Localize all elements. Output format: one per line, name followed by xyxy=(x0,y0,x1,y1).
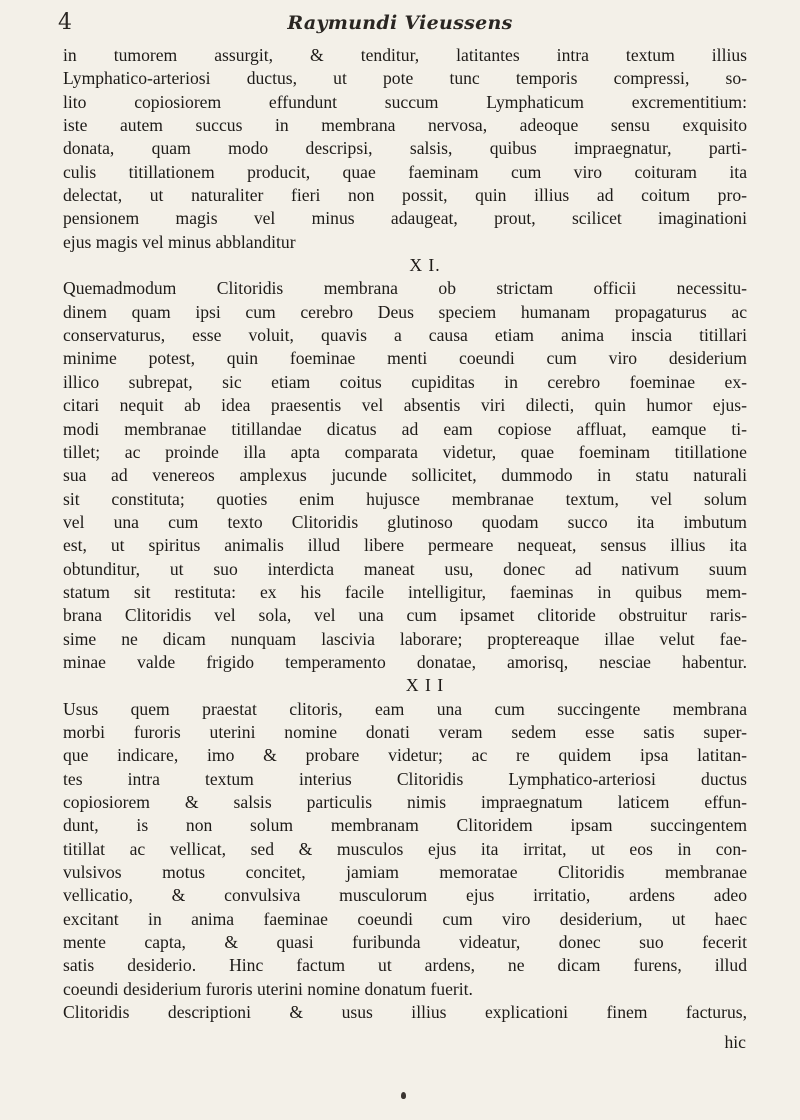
text-line: Lymphatico-arteriosi ductus, ut pote tunc temporis compressi, so- xyxy=(63,68,747,89)
text-line: obtunditur, ut suo interdicta maneat usu, donec ad nativum suum xyxy=(63,558,747,579)
text-line: citari nequit ab idea praesentis vel absentis viri dilecti, quin humor ejus- xyxy=(63,395,747,416)
text-line: copiosiorem & salsis particulis nimis impraegnatum laticem effun- xyxy=(63,792,747,812)
running-head: Raymundi Vieussens xyxy=(287,12,513,34)
text-line: titillat ac vellicat, sed & musculos ejus ita irritat, ut eos in con- xyxy=(63,838,747,859)
text-line: minae valde frigido temperamento donatae, amorisq, nesciae habentur. xyxy=(63,651,747,672)
text-line: dunt, is non solum membranam Clitoridem ipsam succingentem xyxy=(63,815,747,836)
text-line: que indicare, imo & probare videtur; ac re quidem ipsa latitan- xyxy=(63,745,747,766)
text-line: sua ad venereos amplexus jucunde sollicitet, dummodo in statu naturali xyxy=(63,465,747,486)
printer-mark-icon xyxy=(401,1092,406,1099)
text-line: vel una cum texto Clitoridis glutinoso quodam succo ita imbutum xyxy=(63,511,747,532)
text-line: ejus magis vel minus abblanditur xyxy=(63,231,296,252)
text-line: tillet; ac proinde illa apta comparata videtur, quae foeminam titillatione xyxy=(63,441,747,462)
text-line: minime potest, quin foeminae menti coeundi cum viro desiderium xyxy=(63,348,747,369)
paragraph-continuation xyxy=(63,44,747,254)
catchword: hic xyxy=(724,1032,746,1052)
section-heading: X I I xyxy=(405,675,445,696)
text-line: Clitoridis descriptioni & usus illius explicationi finem facturus, xyxy=(63,1002,747,1023)
text-line: mente capta, & quasi furibunda videatur, donec suo fecerit xyxy=(63,932,747,953)
section-heading: X I. xyxy=(409,255,441,276)
text-line: in tumorem assurgit, & tenditur, latitantes intra textum illius xyxy=(63,45,747,65)
page-header xyxy=(58,10,742,40)
text-line: excitant in anima faeminae coeundi cum viro desiderium, ut haec xyxy=(63,908,747,929)
text-line: morbi furoris uterini nomine donati veram sedem esse satis super- xyxy=(63,721,747,742)
text-line: sime ne dicam nunquam lascivia laborare; proptereaque illae velut fae- xyxy=(63,628,747,649)
text-line: Usus quem praestat clitoris, eam una cum succingente membrana xyxy=(63,698,747,719)
body-text xyxy=(63,44,747,1024)
page-number: 4 xyxy=(58,10,72,35)
text-line: modi membranae titillandae dicatus ad eam copiose affluat, eamque ti- xyxy=(63,418,747,439)
text-line: est, ut spiritus animalis illud libere permeare nequeat, sensus illius ita xyxy=(63,535,747,556)
text-line: statum sit restituta: ex his facile intelligitur, faeminas in quibus mem- xyxy=(63,581,747,602)
text-line: illico subrepat, sic etiam coitus cupiditas in cerebro foeminae ex- xyxy=(63,371,747,392)
paragraph-section-11 xyxy=(63,277,747,674)
text-line: vulsivos motus concitet, jamiam memoratae Clitoridis membranae xyxy=(63,862,747,883)
text-line: sit constituta; quoties enim hujusce membranae textum, vel solum xyxy=(63,488,747,509)
text-line: tes intra textum interius Clitoridis Lymphatico-arteriosi ductus xyxy=(63,768,747,789)
text-line: lito copiosiorem effundunt succum Lymphaticum excrementitium: xyxy=(63,91,747,112)
text-line: dinem quam ipsi cum cerebro Deus speciem humanam propagaturus ac xyxy=(63,301,747,322)
paragraph-section-12 xyxy=(63,698,747,1025)
text-line: Quemadmodum Clitoridis membrana ob strictam officii necessitu- xyxy=(63,278,747,299)
text-line: pensionem magis vel minus adaugeat, prout, scilicet imaginationi xyxy=(63,208,747,229)
text-line: satis desiderio. Hinc factum ut ardens, ne dicam furens, illud xyxy=(63,955,747,976)
text-line: brana Clitoridis vel sola, vel una cum ipsamet clitoride obstruitur raris- xyxy=(63,605,747,626)
text-line: donata, quam modo descripsi, salsis, quibus impraegnatur, parti- xyxy=(63,138,747,159)
text-line: iste autem succus in membrana nervosa, adeoque sensu exquisito xyxy=(63,115,747,136)
text-line: coeundi desiderium furoris uterini nomine donatum fuerit. xyxy=(63,978,473,999)
text-line: vellicatio, & convulsiva musculorum ejus irritatio, ardens adeo xyxy=(63,885,747,906)
text-line: delectat, ut naturaliter fieri non possit, quin illius ad coitum pro- xyxy=(63,185,747,206)
text-line: culis titillationem producit, quae faeminam cum viro coituram ita xyxy=(63,161,747,182)
text-line: conservaturus, esse voluit, quavis a causa etiam anima inscia titillari xyxy=(63,325,747,346)
